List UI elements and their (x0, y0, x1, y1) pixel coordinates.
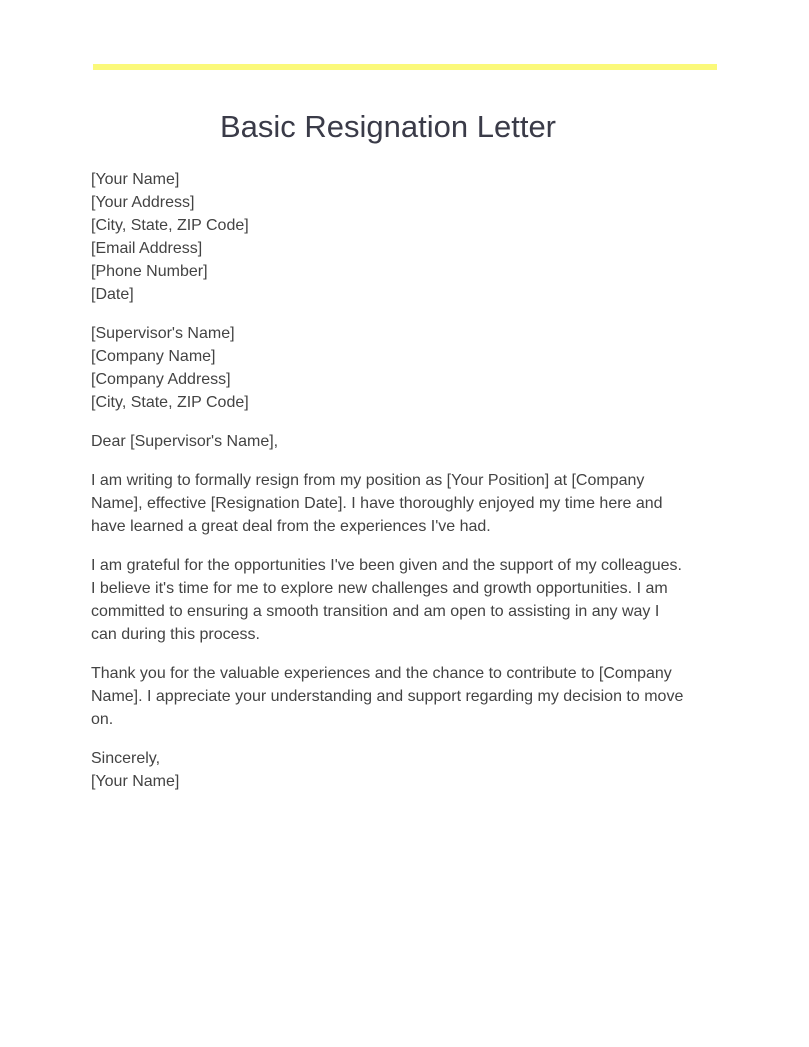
sender-city: [City, State, ZIP Code] (91, 217, 249, 234)
body-paragraph-2 (91, 554, 691, 646)
sender-email: [Email Address] (91, 240, 203, 257)
closing-text: Sincerely, (91, 750, 161, 767)
recipient-company: [Company Name] (91, 348, 216, 365)
paragraph-line: committed to ensuring a smooth transition and am open to assisting in any way I (91, 603, 660, 620)
signature-name: [Your Name] (91, 773, 180, 790)
paragraph-line: Thank you for the valuable experiences and the chance to contribute to [Company (91, 665, 672, 682)
paragraph-line: can during this process. (91, 626, 260, 643)
recipient-address: [Company Address] (91, 371, 231, 388)
paragraph-line: I am writing to formally resign from my position as [Your Position] at [Company (91, 472, 645, 489)
paragraph-line: I am grateful for the opportunities I've been given and the support of my colleagues. (91, 557, 682, 574)
letter-date: [Date] (91, 286, 134, 303)
sender-name: [Your Name] (91, 171, 180, 188)
paragraph-line: have learned a great deal from the experiences I've had. (91, 518, 491, 535)
body-paragraph-3 (91, 662, 691, 731)
paragraph-line: on. (91, 711, 114, 728)
salutation-text: Dear [Supervisor's Name], (91, 433, 279, 450)
closing-block (91, 747, 691, 793)
sender-phone: [Phone Number] (91, 263, 208, 280)
recipient-block (91, 322, 691, 414)
accent-bar (93, 64, 717, 70)
paragraph-line: Name]. I appreciate your understanding and support regarding my decision to move (91, 688, 684, 705)
sender-address: [Your Address] (91, 194, 195, 211)
recipient-city: [City, State, ZIP Code] (91, 394, 249, 411)
body-paragraph-1 (91, 469, 691, 538)
letter-body (91, 168, 691, 809)
sender-block (91, 168, 691, 306)
salutation (91, 430, 691, 453)
recipient-name: [Supervisor's Name] (91, 325, 235, 342)
paragraph-line: I believe it's time for me to explore new challenges and growth opportunities. I am (91, 580, 668, 597)
document-title: Basic Resignation Letter (219, 109, 557, 144)
paragraph-line: Name], effective [Resignation Date]. I have thoroughly enjoyed my time here and (91, 495, 663, 512)
